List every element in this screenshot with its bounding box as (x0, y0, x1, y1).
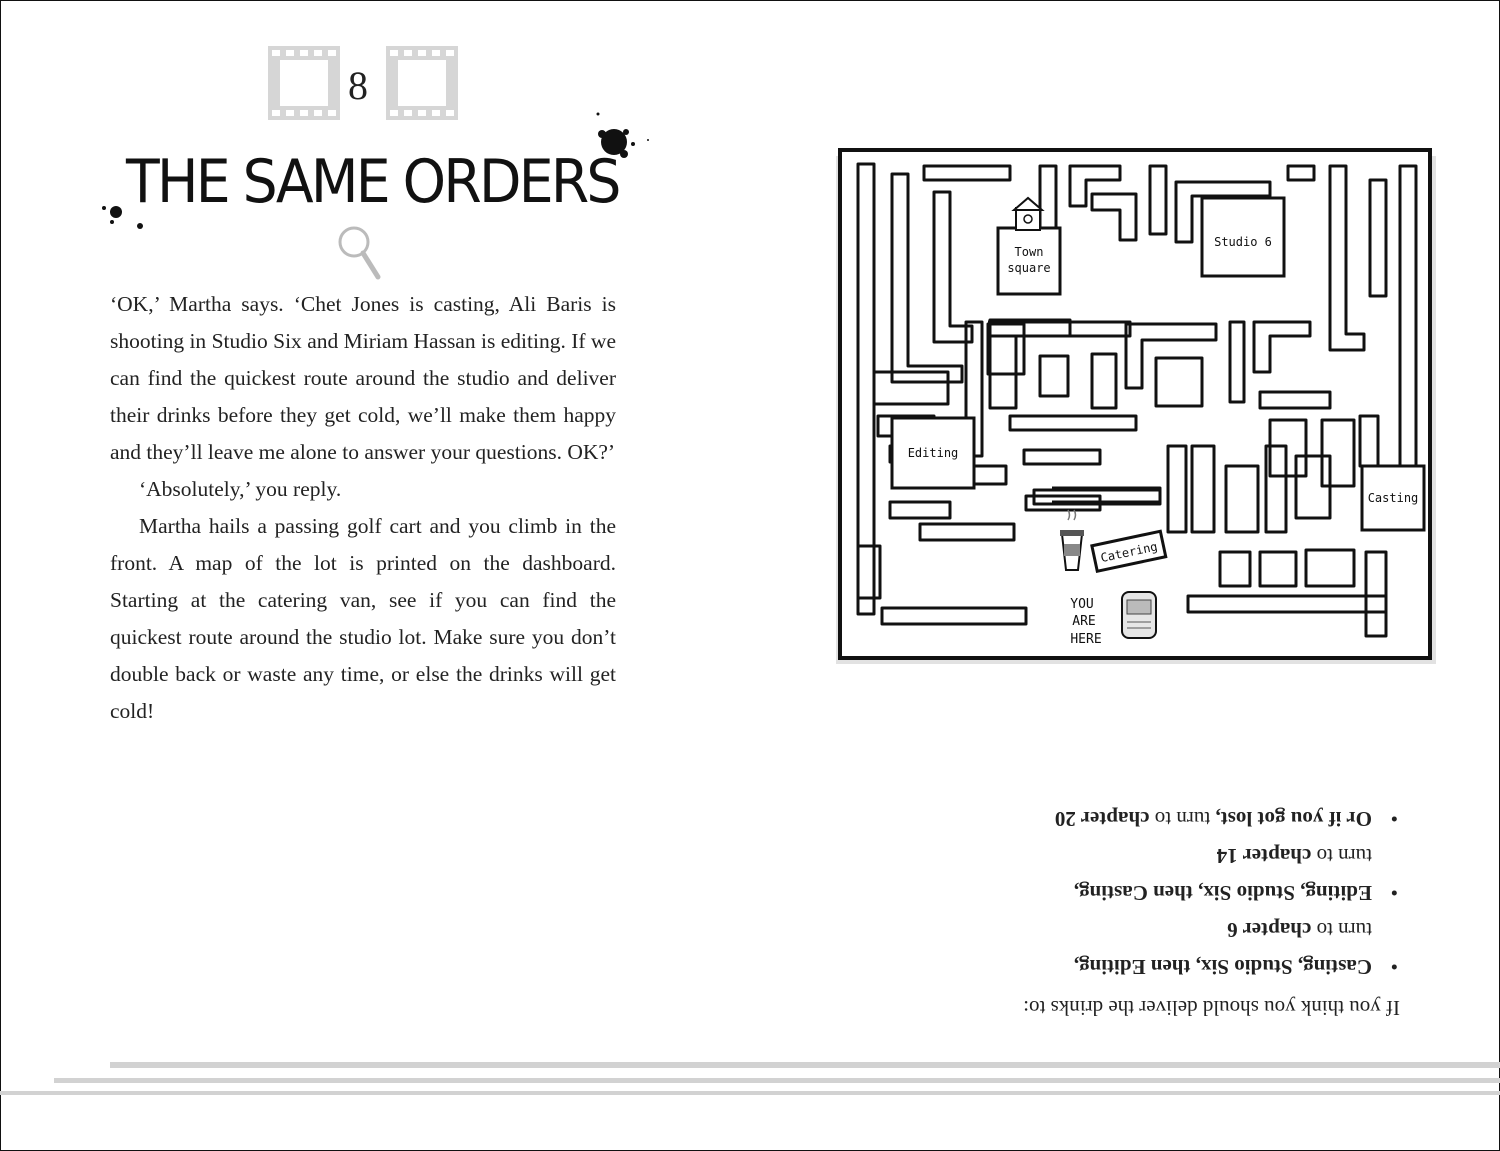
bullet: • (1390, 881, 1398, 905)
casting-label: Casting (1367, 491, 1419, 505)
story-paragraph-3: Martha hails a passing golf cart and you climb in the front. A map of the lot is printed on the dashboard. Starting at the catering van, see if you can find the quickest route around the studio lot. Make sure you don’t double back or waste any time, or else the drinks will get cold! (110, 514, 616, 723)
magnifier-icon (336, 224, 384, 282)
casting-location (1362, 466, 1424, 530)
bottom-rules (0, 1058, 1500, 1098)
answer-option-text: Editing, Studio Six, then Casting, (1073, 881, 1372, 905)
answer-option-1 (930, 911, 1398, 985)
story-text (110, 286, 616, 730)
golf-cart-icon (1122, 592, 1156, 638)
are-label: ARE (1072, 614, 1096, 629)
town-square-label-1: Town (1014, 245, 1044, 259)
answer-options (930, 800, 1400, 985)
catering-label: Catering (1099, 539, 1159, 566)
town-square-label-2: square (1007, 261, 1051, 275)
chapter-link[interactable]: chapter 14 (1216, 844, 1312, 868)
answer-key (930, 790, 1400, 1020)
film-strip-left-icon (266, 44, 342, 122)
you-label: YOU (1070, 597, 1094, 612)
story-paragraph-1: ‘OK,’ Martha says. ‘Chet Jones is casting, Ali Baris is shooting in Studio Six and Miriam Hassan is editing. If we can find the quickest route around the studio and deliver their drinks before they get cold, we’ll make them happy and they’ll leave me alone to answer your questions. OK?’ (110, 292, 616, 464)
bullet: • (1390, 955, 1398, 979)
studio-6-location (1202, 198, 1284, 276)
answer-turn (930, 837, 1372, 874)
chapter-link[interactable]: chapter 20 (1054, 807, 1150, 831)
chapter-title: THE SAME ORDERS (126, 147, 619, 217)
studio-lot-map (830, 146, 1440, 666)
turn-to-text: turn to (1149, 807, 1216, 831)
turn-to-text: turn to (1311, 918, 1372, 942)
answer-intro: If you think you should deliver the drinks to: (1023, 996, 1400, 1020)
chapter-link[interactable]: chapter 6 (1227, 918, 1312, 942)
editing-label: Editing (907, 446, 959, 460)
answer-turn (930, 911, 1372, 948)
bullet: • (1390, 807, 1398, 831)
answer-option-2 (930, 837, 1398, 911)
answer-option-text: Casting, Studio Six, then Editing, (1073, 955, 1372, 979)
turn-to-text: turn to (1311, 844, 1372, 868)
here-label: HERE (1070, 632, 1102, 647)
editing-location (892, 418, 974, 488)
film-strip-right-icon (384, 44, 460, 122)
studio-6-label: Studio 6 (1214, 235, 1272, 249)
answer-option-text: Or if you got lost, (1215, 807, 1372, 831)
story-paragraph-2: ‘Absolutely,’ you reply. (139, 477, 342, 501)
chapter-number: 8 (348, 63, 368, 108)
answer-option-3 (930, 800, 1398, 837)
